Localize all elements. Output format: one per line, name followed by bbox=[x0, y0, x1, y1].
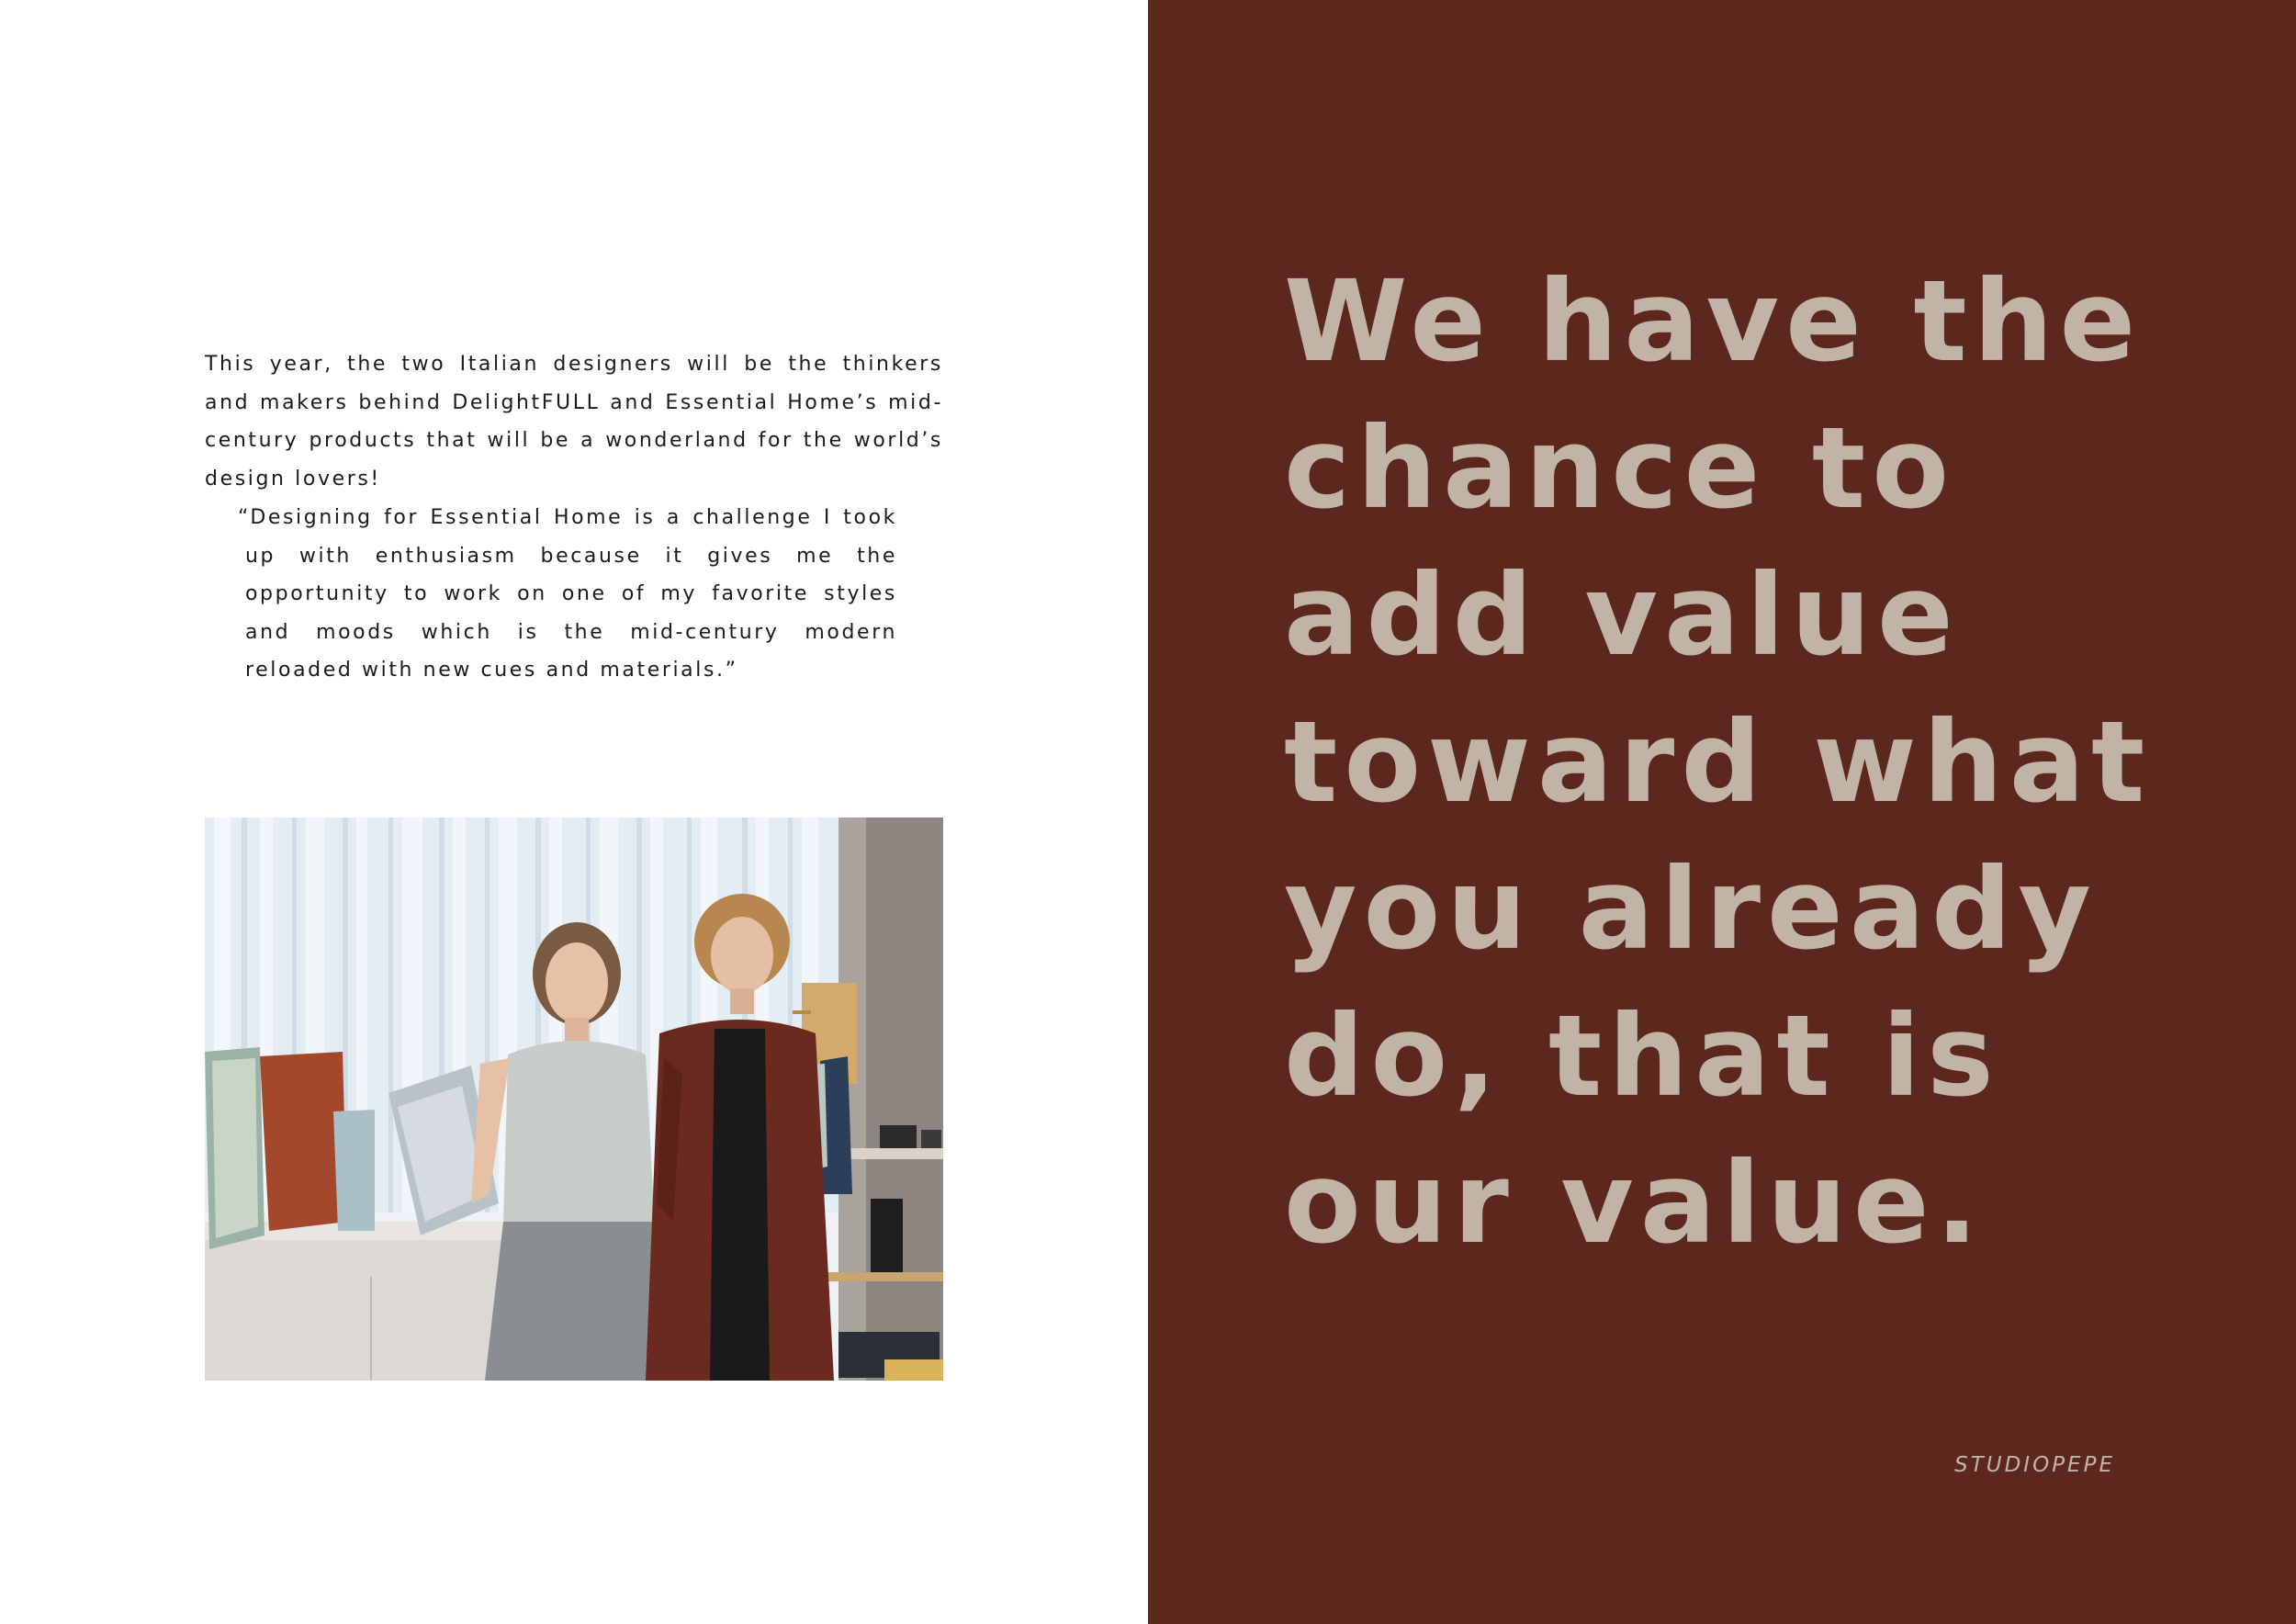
pull-quote: We have the chance to add value toward what you already do, that is our value. bbox=[1284, 256, 2152, 1269]
credit-studiopepe: STUDIOPEPE bbox=[1954, 1453, 2115, 1477]
designer-quote: “Designing for Essential Home is a challenge I took up with enthusiasm because it gives me the opportunity to work on one of my favorite styles and moods which is the mid-century modern reloaded with new cues and materials.” bbox=[238, 506, 897, 682]
intro-paragraph: This year, the two Italian designers will be the thinkers and makers behind DelightFULL and Essential Home’s mid-century products that will be a wonderland for the world’s design lovers! bbox=[205, 353, 943, 491]
designers-photo bbox=[205, 818, 943, 1381]
